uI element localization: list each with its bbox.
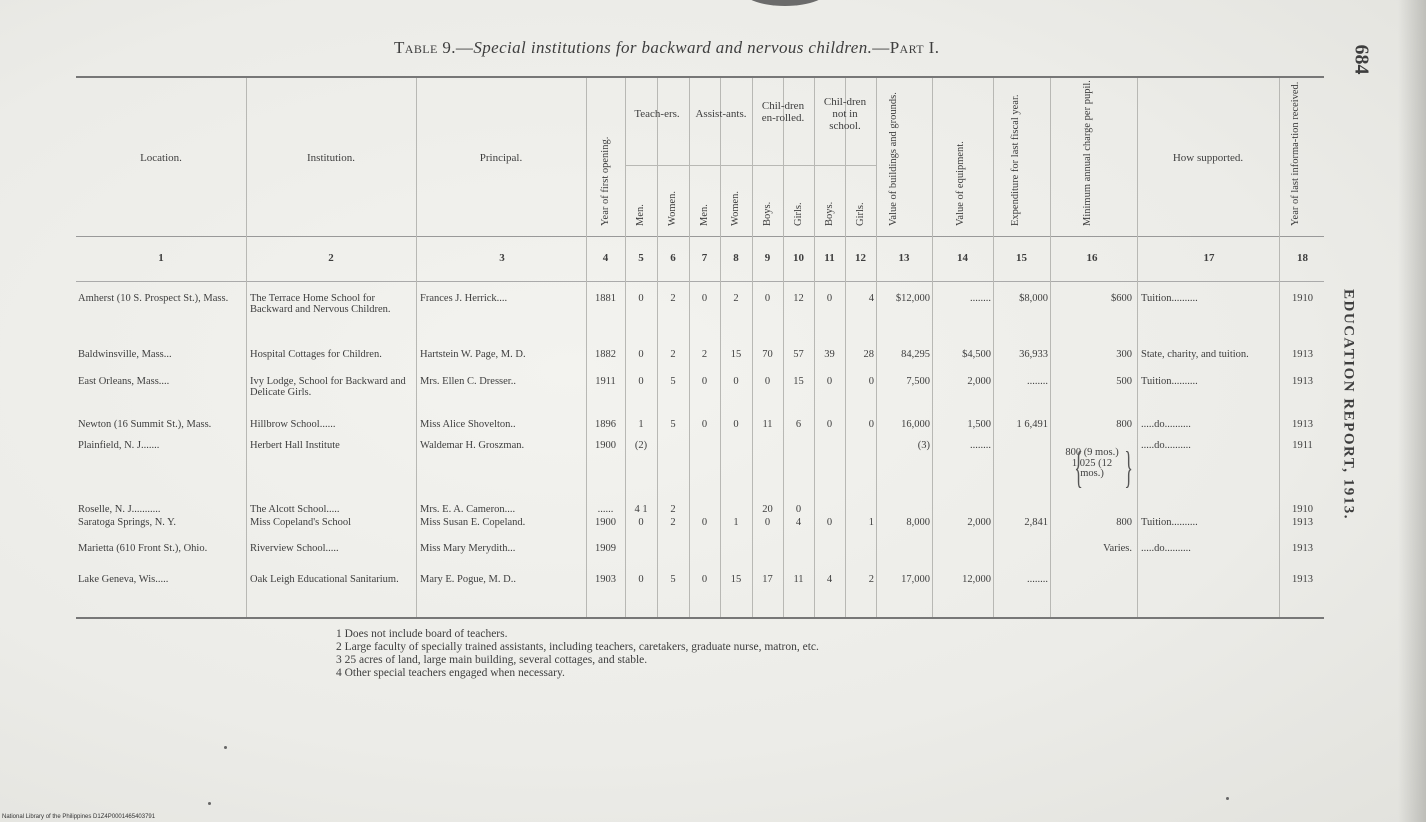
cell-ngirls: 28 (863, 349, 874, 360)
cell-support: State, charity, and tuition. (1141, 349, 1249, 360)
cell-location: Marietta (610 Front St.), Ohio. (78, 543, 208, 554)
cell-awomen: 15 (730, 574, 742, 585)
cell-men: 0 (638, 376, 644, 387)
header-principal: Principal. (479, 152, 523, 164)
cell-institution: Miss Copeland's School (250, 517, 352, 528)
cell-equip: ........ (970, 293, 991, 304)
cell-info: 1913 (1292, 574, 1313, 585)
scan-speck (224, 746, 227, 749)
cell-amen: 0 (701, 293, 708, 304)
cell-equip: 1,500 (967, 419, 991, 430)
header-teachers-women: Women. (667, 190, 678, 226)
cell-nboys: 4 (826, 574, 833, 585)
title-prefix: Table 9.— (394, 38, 474, 57)
cell-girls: 4 (795, 517, 802, 528)
cell-nboys: 0 (826, 293, 833, 304)
cell-year: 1881 (595, 293, 616, 304)
cell-boys: 0 (764, 293, 771, 304)
column-number: 16 (1086, 252, 1098, 264)
cell-amen: 0 (701, 517, 708, 528)
col-divider (1050, 78, 1051, 617)
cell-boys: 0 (764, 376, 771, 387)
enrolled-subrule (752, 165, 814, 166)
cell-bldg: 8,000 (906, 517, 930, 528)
cell-year: ...... (597, 504, 614, 515)
column-number: 14 (957, 252, 968, 264)
cell-equip: 2,000 (967, 517, 991, 528)
cell-support: .....do.......... (1141, 419, 1191, 430)
header-assistants: Assist-ants. (695, 108, 747, 120)
cell-girls: 57 (793, 349, 804, 360)
cell-support: .....do.......... (1141, 543, 1191, 554)
title-italic: Special institutions for backward and nervous children. (473, 38, 873, 57)
cell-nboys: 0 (826, 419, 833, 430)
column-number: 5 (638, 252, 644, 264)
cell-principal: Waldemar H. Groszman. (420, 440, 525, 451)
cell-awomen: 1 (733, 517, 739, 528)
cell-exp: $8,000 (1019, 293, 1048, 304)
cell-charge: $600 (1111, 293, 1132, 304)
column-number: 3 (499, 252, 505, 264)
cell-charge: 800 (9 mos.) 1,025 (12 mos.) (1065, 447, 1119, 479)
cell-principal: Miss Susan E. Copeland. (420, 517, 526, 528)
column-number: 1 (158, 252, 164, 264)
cell-location: Newton (16 Summit St.), Mass. (78, 419, 212, 430)
cell-location: Lake Geneva, Wis..... (78, 574, 169, 585)
cell-info: 1910 (1292, 293, 1313, 304)
cell-exp: 1 6,491 (1016, 419, 1048, 430)
cell-ngirls: 2 (868, 574, 874, 585)
cell-location: Plainfield, N. J....... (78, 440, 160, 451)
cell-women: 5 (670, 574, 676, 585)
cell-amen: 0 (701, 376, 708, 387)
cell-men: (2) (634, 440, 648, 451)
cell-nboys: 0 (826, 376, 833, 387)
header-value-equipment: Value of equipment. (955, 141, 966, 226)
cell-girls: 12 (793, 293, 804, 304)
col-divider (814, 78, 815, 617)
cell-location: Baldwinsville, Mass... (78, 349, 172, 360)
cell-support: .....do.......... (1141, 440, 1191, 451)
cell-institution: Herbert Hall Institute (250, 440, 340, 451)
title-suffix: —Part I. (872, 38, 940, 57)
cell-amen: 0 (701, 574, 708, 585)
col-divider (1279, 78, 1280, 617)
footnote-2: 2 Large faculty of specially trained assistants, including teachers, caretakers, graduate nurse, matron, etc. (336, 641, 819, 653)
header-teachers: Teach-ers. (634, 108, 680, 120)
cell-info: 1911 (1292, 440, 1313, 451)
cell-institution: Ivy Lodge, School for Backward and Delicate Girls. (250, 376, 406, 398)
header-location: Location. (140, 152, 182, 164)
cell-boys: 70 (762, 349, 773, 360)
header-year-info: Year of last informa-tion received. (1290, 81, 1301, 226)
cell-bldg: (3) (917, 440, 930, 451)
column-number: 7 (701, 252, 708, 264)
column-number: 10 (793, 252, 804, 264)
cell-info: 1913 (1292, 517, 1313, 528)
cell-charge: 500 (1116, 376, 1132, 387)
cell-charge: 300 (1116, 349, 1132, 360)
cell-boys: 0 (764, 517, 771, 528)
scan-speck (1226, 797, 1229, 800)
col-divider (752, 78, 753, 617)
column-number: 12 (855, 252, 866, 264)
cell-ngirls: 1 (868, 517, 874, 528)
scan-thumb-shadow (740, 0, 830, 6)
cell-year: 1911 (595, 376, 616, 387)
cell-awomen: 2 (733, 293, 739, 304)
cell-girls: 11 (793, 574, 804, 585)
cell-awomen: 15 (730, 349, 742, 360)
right-brace: } (1124, 443, 1133, 492)
cell-girls: 0 (795, 504, 802, 515)
left-brace: { (1074, 443, 1083, 492)
cell-bldg: 16,000 (901, 419, 930, 430)
header-enrolled-boys: Boys. (762, 201, 773, 226)
header-assistants-women: Women. (730, 190, 741, 226)
col-divider (625, 78, 626, 617)
cell-bldg: 17,000 (901, 574, 930, 585)
cell-support: Tuition.......... (1141, 376, 1198, 387)
cell-year: 1903 (595, 574, 616, 585)
table-bottom-rule (76, 617, 1324, 619)
cell-location: Saratoga Springs, N. Y. (78, 517, 176, 528)
cell-info: 1913 (1292, 349, 1313, 360)
cell-men: 0 (638, 293, 644, 304)
cell-institution: Riverview School..... (250, 543, 339, 554)
cell-equip: 2,000 (967, 376, 991, 387)
cell-amen: 0 (701, 419, 708, 430)
cell-institution: The Terrace Home School for Backward and Nervous Children. (250, 293, 391, 315)
cell-equip: 12,000 (962, 574, 991, 585)
cell-principal: Mrs. Ellen C. Dresser.. (420, 376, 516, 387)
page-edge-shadow (1398, 0, 1426, 822)
cell-men: 0 (638, 517, 644, 528)
header-teachers-men: Men. (635, 204, 646, 226)
cell-ngirls: 0 (868, 419, 874, 430)
header-value-buildings: Value of buildings and grounds. (888, 92, 899, 226)
cell-equip: ........ (970, 440, 991, 451)
cell-women: 2 (670, 349, 676, 360)
cell-info: 1913 (1292, 419, 1313, 430)
footnote-3: 3 25 acres of land, large main building, several cottages, and stable. (336, 654, 648, 666)
cell-charge: Varies. (1103, 543, 1132, 554)
col-divider (689, 78, 690, 617)
footnote-1: 1 Does not include board of teachers. (336, 628, 508, 640)
cell-principal: Frances J. Herrick.... (420, 293, 508, 304)
cell-amen: 2 (701, 349, 708, 360)
running-head: EDUCATION REPORT, 1913. (1340, 289, 1357, 520)
header-children-not-in-school: Chil-dren not in school. (823, 96, 867, 132)
cell-equip: $4,500 (962, 349, 991, 360)
column-number: 18 (1297, 252, 1308, 264)
cell-institution: The Alcott School..... (250, 504, 340, 515)
col-divider (720, 78, 721, 617)
header-year-opening: Year of first opening. (600, 136, 611, 226)
header-institution: Institution. (307, 152, 355, 164)
column-number: 9 (764, 252, 771, 264)
column-number: 4 (602, 252, 609, 264)
cell-exp: 2,841 (1024, 517, 1048, 528)
header-children-enrolled: Chil-dren en-rolled. (761, 100, 805, 124)
header-expenditure: Expenditure for last fiscal year. (1010, 94, 1021, 226)
cell-principal: Hartstein W. Page, M. D. (420, 349, 526, 360)
column-number: 17 (1203, 252, 1215, 264)
column-number: 6 (670, 252, 676, 264)
col-divider (876, 78, 877, 617)
cell-location: Roselle, N. J........... (78, 504, 161, 515)
cell-bldg: 7,500 (906, 376, 930, 387)
cell-bldg: $12,000 (895, 293, 930, 304)
cell-year: 1896 (595, 419, 616, 430)
cell-charge: 800 (1116, 517, 1132, 528)
cell-boys: 20 (762, 504, 773, 515)
cell-charge: 800 (1116, 419, 1132, 430)
col-divider (586, 78, 587, 617)
cell-year: 1882 (595, 349, 616, 360)
cell-women: 5 (670, 376, 676, 387)
cell-bldg: 84,295 (901, 349, 930, 360)
header-enrolled-girls: Girls. (793, 202, 804, 226)
cell-women: 2 (670, 293, 676, 304)
cell-girls: 15 (793, 376, 804, 387)
cell-principal: Mary E. Pogue, M. D.. (420, 574, 516, 585)
column-number: 13 (898, 252, 910, 264)
teachers-subrule (625, 165, 689, 166)
cell-nboys: 0 (826, 517, 833, 528)
cell-boys: 11 (762, 419, 773, 430)
cell-awomen: 0 (733, 376, 739, 387)
cell-institution: Oak Leigh Educational Sanitarium. (250, 574, 399, 585)
cell-location: Amherst (10 S. Prospect St.), Mass. (78, 293, 229, 304)
cell-year: 1900 (595, 517, 616, 528)
cell-info: 1913 (1292, 376, 1313, 387)
cell-support: Tuition.......... (1141, 293, 1198, 304)
cell-women: 2 (670, 504, 676, 515)
header-min-charge: Minimum annual charge per pupil. (1082, 80, 1093, 226)
col-divider (783, 78, 784, 617)
column-number: 8 (733, 252, 739, 264)
column-number: 11 (824, 252, 835, 264)
cell-girls: 6 (795, 419, 802, 430)
cell-men: 1 (638, 419, 644, 430)
assistants-subrule (689, 165, 752, 166)
cell-info: 1913 (1292, 543, 1313, 554)
column-number: 2 (328, 252, 334, 264)
cell-exp: ........ (1027, 574, 1048, 585)
col-divider (657, 78, 658, 617)
cell-women: 5 (670, 419, 676, 430)
cell-men: 4 1 (634, 504, 648, 515)
col-divider (845, 78, 846, 617)
cell-info: 1910 (1292, 504, 1313, 515)
col-divider (932, 78, 933, 617)
col-divider (993, 78, 994, 617)
header-notinschool-boys: Boys. (824, 201, 835, 226)
page-number: 684 (1350, 44, 1373, 75)
cell-nboys: 39 (824, 349, 835, 360)
cell-ngirls: 4 (868, 293, 874, 304)
cell-ngirls: 0 (868, 376, 874, 387)
scan-speck (208, 802, 211, 805)
notinschool-subrule (814, 165, 876, 166)
cell-exp: ........ (1027, 376, 1048, 387)
header-notinschool-girls: Girls. (855, 202, 866, 226)
cell-awomen: 0 (733, 419, 739, 430)
scan-credit: National Library of the Philippines D1Z4P0001465403791 (2, 814, 156, 820)
cell-principal: Miss Alice Shovelton.. (420, 419, 516, 430)
header-how-supported: How supported. (1172, 152, 1244, 164)
cell-year: 1909 (595, 543, 616, 554)
column-number: 15 (1016, 252, 1027, 264)
cell-men: 0 (638, 349, 644, 360)
cell-exp: 36,933 (1019, 349, 1048, 360)
table-title (394, 38, 939, 58)
cell-boys: 17 (762, 574, 773, 585)
cell-women: 2 (670, 517, 676, 528)
cell-men: 0 (638, 574, 644, 585)
cell-year: 1900 (595, 440, 616, 451)
cell-principal: Miss Mary Merydith... (420, 543, 516, 554)
cell-institution: Hospital Cottages for Children. (250, 349, 382, 360)
cell-institution: Hillbrow School...... (250, 419, 336, 430)
header-assistants-men: Men. (699, 204, 710, 226)
cell-principal: Mrs. E. A. Cameron.... (420, 504, 516, 515)
cell-support: Tuition.......... (1141, 517, 1198, 528)
footnote-4: 4 Other special teachers engaged when necessary. (336, 667, 565, 679)
cell-location: East Orleans, Mass.... (78, 376, 170, 387)
